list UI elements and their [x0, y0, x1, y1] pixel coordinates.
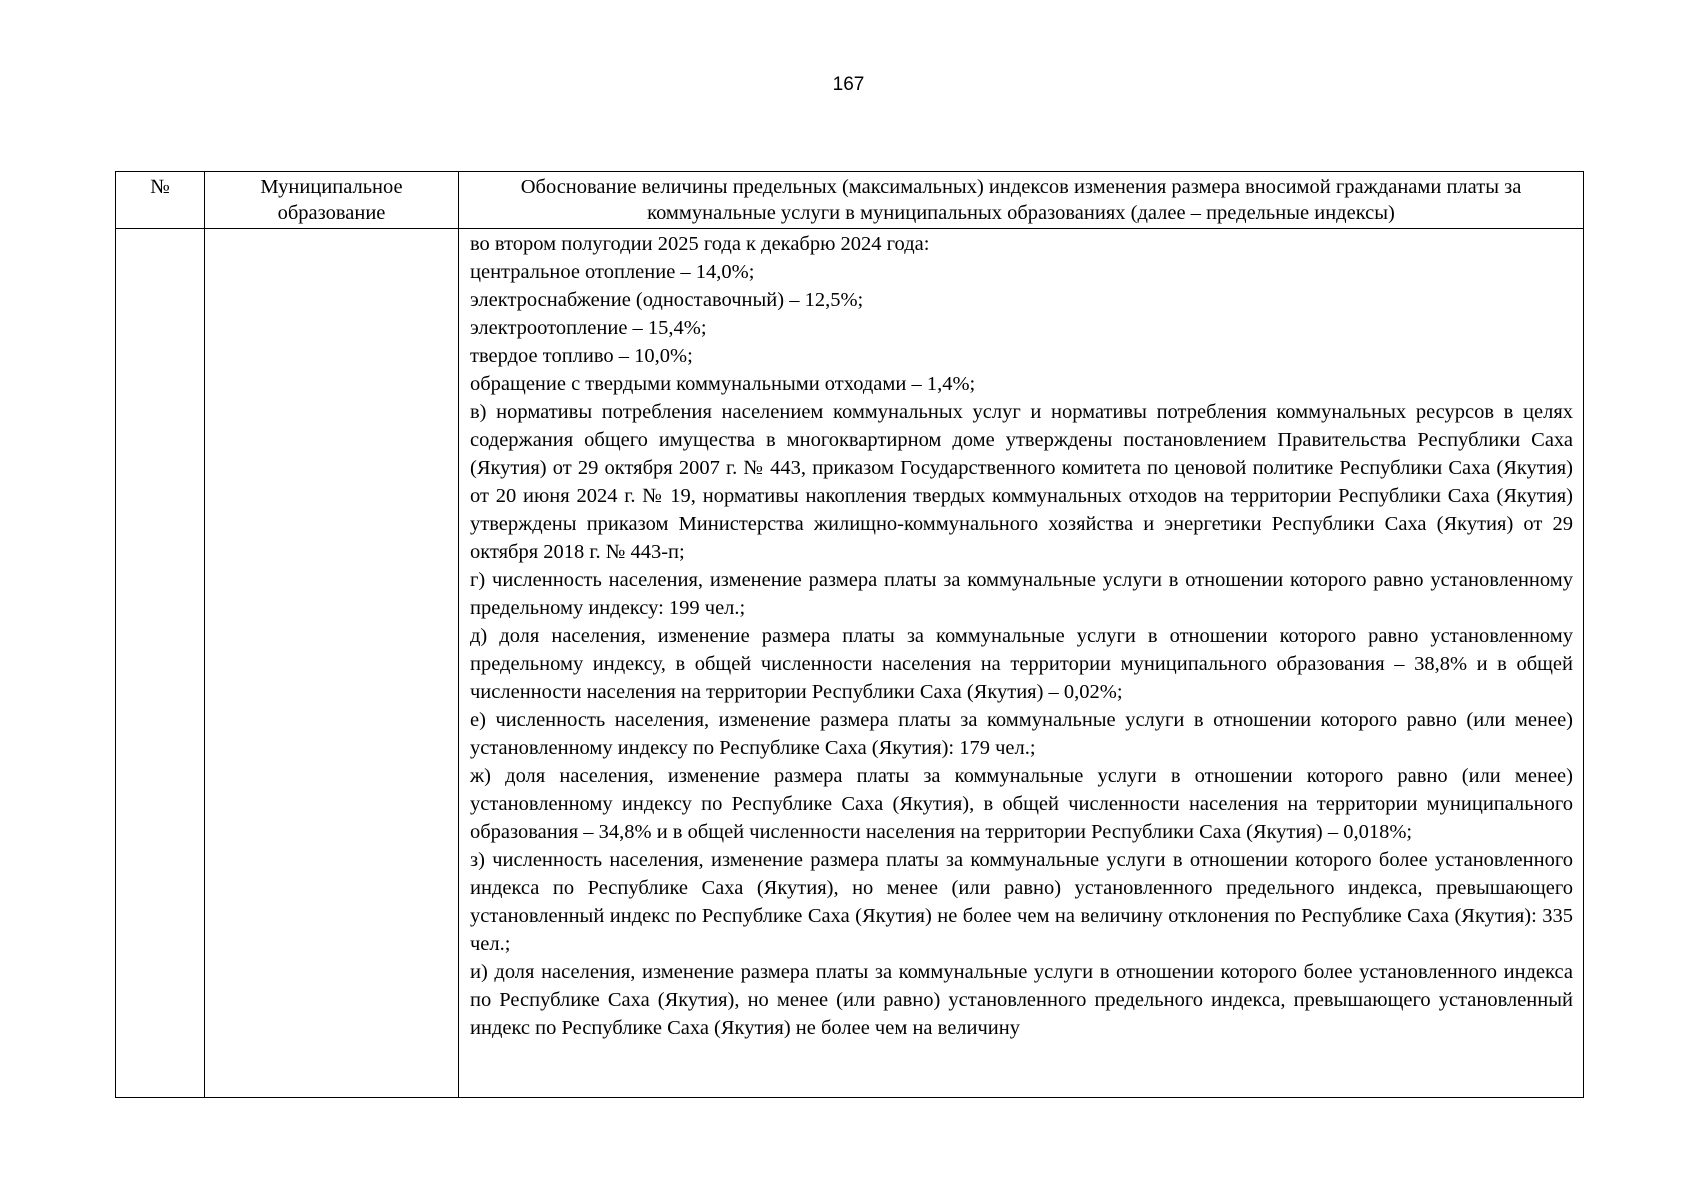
paragraph-item-i: и) доля населения, изменение размера платы за коммунальные услуги в отношении которого более установленного индекса по Республике Саха (Якутия), но менее (или равно) установленного предельного индекса, превышающего установленный индекс по Республике Саха (Якутия) не более чем на величину	[470, 961, 1573, 1039]
paragraph-item-v: в) нормативы потребления населением коммунальных услуг и нормативы потребления коммунальных ресурсов в целях содержания общего имущества в многоквартирном доме утверждены постановлением Правительства Республики Саха (Якутия) от 29 октября 2007 г. № 443, приказом Государственного комитета по ценовой политике Республики Саха (Якутия) от 20 июня 2024 г. № 19, нормативы накопления твердых коммунальных отходов на территории Республики Саха (Якутия) утверждены приказом Министерства жилищно-коммунального хозяйства и энергетики Республики Саха (Якутия) от 29 октября 2018 г. № 443-п;	[470, 401, 1573, 563]
paragraph-item-d: д) доля населения, изменение размера платы за коммунальные услуги в отношении которого равно установленному предельному индексу, в общей численности населения на территории муниципального образования – 38,8% и в общей численности населения на территории Республики Саха (Якутия) – 0,02%;	[470, 625, 1573, 703]
cell-municipality	[205, 229, 459, 1098]
paragraph-item-z: з) численность населения, изменение размера платы за коммунальные услуги в отношении которого более установленного индекса по Республике Саха (Якутия), но менее (или равно) установленного предельного индекса, превышающего установленный индекс по Республике Саха (Якутия) не более чем на величину отклонения по Республике Саха (Якутия): 335 чел.;	[470, 849, 1573, 955]
paragraph-electricity: электроснабжение (одноставочный) – 12,5%;	[470, 289, 864, 311]
paragraph-central-heating: центральное отопление – 14,0%;	[470, 261, 755, 283]
justification-table	[115, 171, 1584, 1098]
paragraph-item-e: е) численность населения, изменение размера платы за коммунальные услуги в отношении которого равно (или менее) установленному индексу по Республике Саха (Якутия): 179 чел.;	[470, 709, 1573, 759]
header-municipality: Муниципальное образование	[205, 172, 459, 229]
cell-justification	[459, 229, 1584, 1098]
table-header-row	[116, 172, 1584, 229]
paragraph-solid-waste: обращение с твердыми коммунальными отходами – 1,4%;	[470, 373, 976, 395]
header-justification: Обоснование величины предельных (максимальных) индексов изменения размера вносимой гражданами платы за коммунальные услуги в муниципальных образованиях (далее – предельные индексы)	[459, 172, 1584, 229]
cell-number	[116, 229, 205, 1098]
header-number: №	[116, 172, 205, 229]
paragraph-solid-fuel: твердое топливо – 10,0%;	[470, 345, 693, 367]
paragraph-item-g: г) численность населения, изменение размера платы за коммунальные услуги в отношении которого равно установленному предельному индексу: 199 чел.;	[470, 569, 1573, 619]
paragraph-item-zh: ж) доля населения, изменение размера платы за коммунальные услуги в отношении которого равно (или менее) установленному индексу по Республике Саха (Якутия), в общей численности населения на территории муниципального образования – 34,8% и в общей численности населения на территории Республики Саха (Якутия) – 0,018%;	[470, 765, 1573, 843]
justification-text	[459, 229, 1583, 1097]
paragraph-period: во втором полугодии 2025 года к декабрю 2024 года:	[470, 233, 930, 255]
table-row	[116, 229, 1584, 1098]
page-number: 167	[832, 74, 865, 95]
paragraph-electric-heating: электроотопление – 15,4%;	[470, 317, 707, 339]
